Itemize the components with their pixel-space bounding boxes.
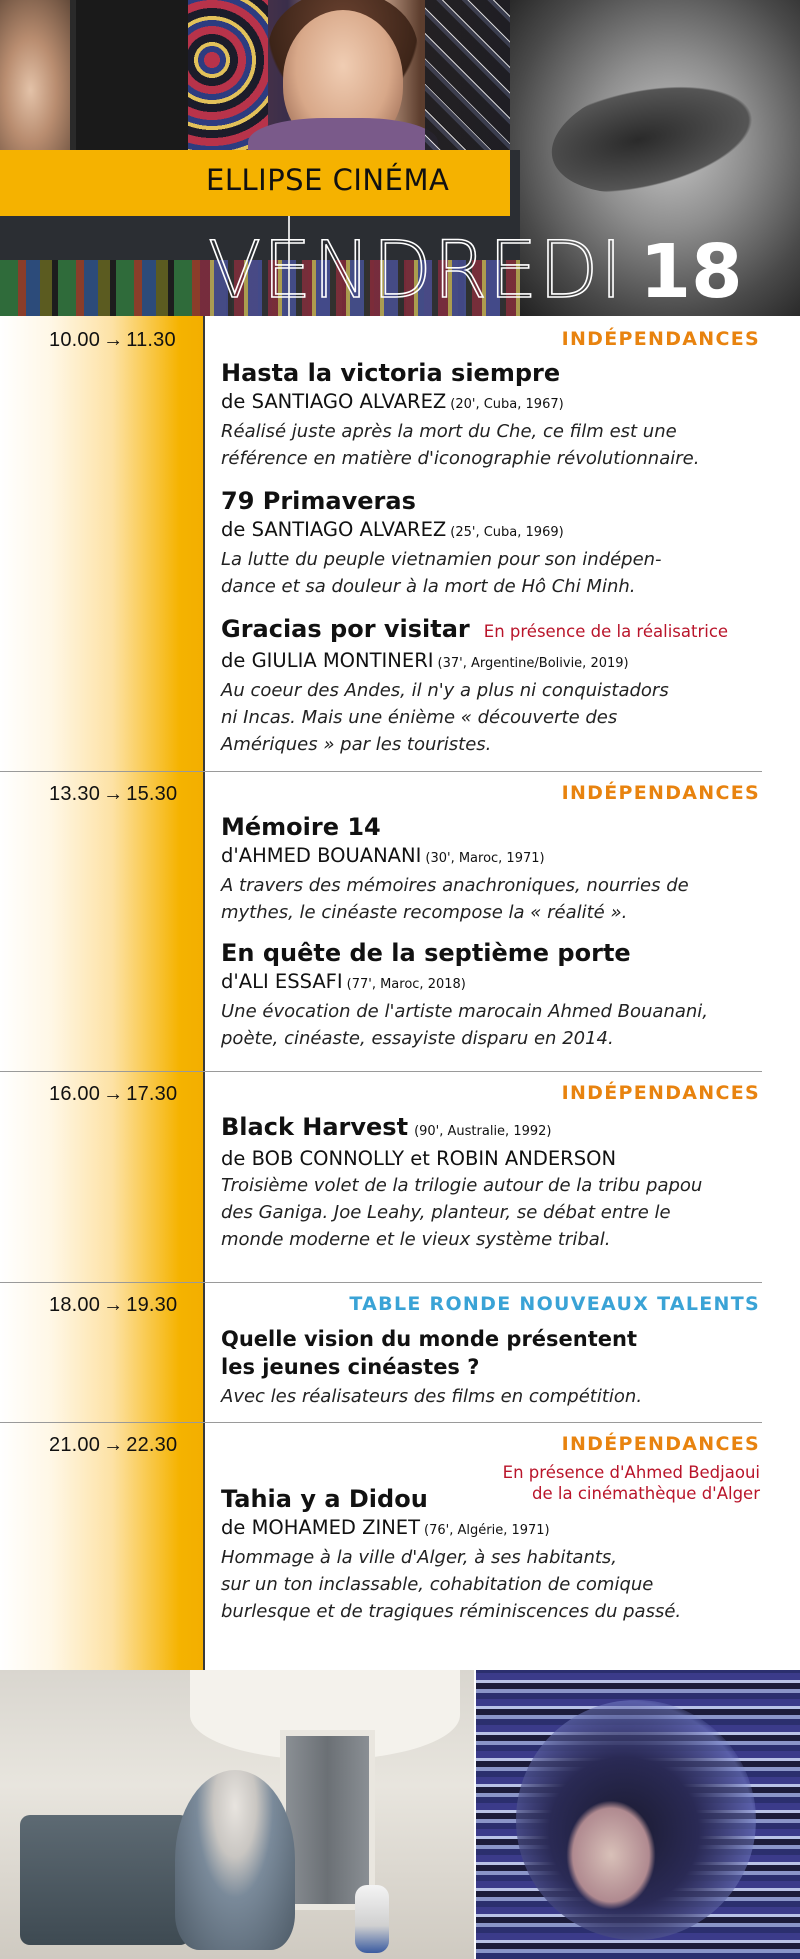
film-description: La lutte du peuple vietnamien pour son indépen- — [221, 549, 662, 570]
film-entry — [221, 486, 766, 600]
film-description: des Ganiga. Joe Leahy, planteur, se débat entre le — [221, 1202, 671, 1223]
slot-divider — [0, 1071, 762, 1072]
time-range: 18.00 → 19.30 — [49, 1294, 178, 1316]
film-credit: d'AHMED BOUANANI (30', Maroc, 1971) — [221, 844, 545, 867]
film-title: Gracias por visitar En présence de la réalisatrice — [221, 615, 729, 643]
film-description: sur un ton inclassable, cohabitation de comique — [221, 1574, 654, 1595]
film-meta: (76', Algérie, 1971) — [424, 1523, 550, 1538]
film-description: mythes, le cinéaste recompose la « réalité ». — [221, 902, 628, 923]
film-meta: (25', Cuba, 1969) — [450, 525, 564, 540]
header-banner — [0, 0, 800, 316]
gutter-divider — [203, 316, 205, 1670]
film-description: ni Incas. Mais une énième « découverte des — [221, 707, 618, 728]
photo-glitched-face — [476, 1670, 800, 1959]
slot-divider — [0, 1282, 762, 1283]
film-meta: (90', Australie, 1992) — [414, 1124, 552, 1139]
time-range: 16.00 → 17.30 — [49, 1083, 178, 1105]
film-title: 79 Primaveras — [221, 487, 416, 515]
film-description: dance et sa douleur à la mort de Hô Chi Minh. — [221, 576, 636, 597]
section-tag: INDÉPENDANCES — [561, 1082, 760, 1104]
film-credit: de MOHAMED ZINET (76', Algérie, 1971) — [221, 1516, 550, 1539]
arrow-right-icon: → — [103, 329, 124, 351]
film-description: Hommage à la ville d'Alger, à ses habitants, — [221, 1547, 618, 1568]
film-description: Amériques » par les touristes. — [221, 734, 492, 755]
film-meta: (37', Argentine/Bolivie, 2019) — [437, 656, 629, 671]
time-range: 10.00 → 11.30 — [49, 329, 176, 351]
film-title: Tahia y a Didou — [221, 1485, 428, 1513]
film-entry — [221, 358, 766, 472]
film-meta: (77', Maroc, 2018) — [346, 977, 466, 992]
film-title: Hasta la victoria siempre — [221, 359, 561, 387]
footer-photos — [0, 1670, 800, 1959]
film-description: Troisième volet de la trilogie autour de la tribu papou — [221, 1175, 703, 1196]
round-table-description: Avec les réalisateurs des films en compétition. — [221, 1386, 643, 1407]
film-entry — [221, 938, 766, 1052]
round-table-title: les jeunes cinéastes ? — [221, 1355, 480, 1379]
photo-woman-with-robot — [0, 1670, 474, 1959]
film-description: A travers des mémoires anachroniques, nourries de — [221, 875, 689, 896]
arrow-right-icon: → — [103, 1294, 124, 1316]
presence-note: En présence de la réalisatrice — [483, 622, 729, 641]
film-credit: de BOB CONNOLLY et ROBIN ANDERSON — [221, 1147, 617, 1170]
film-title: Mémoire 14 — [221, 813, 381, 841]
time-gutter — [0, 316, 204, 1670]
section-tag: INDÉPENDANCES — [561, 782, 760, 804]
section-tag: TABLE RONDE NOUVEAUX TALENTS — [349, 1293, 760, 1315]
film-description: Une évocation de l'artiste marocain Ahmed Bouanani, — [221, 1001, 709, 1022]
section-tag: INDÉPENDANCES — [561, 1433, 760, 1455]
film-description: Au coeur des Andes, il n'y a plus ni conquistadors — [221, 680, 669, 701]
day-title — [208, 226, 743, 316]
photo-woman-left — [0, 0, 76, 150]
day-word: VENDREDI — [208, 226, 624, 316]
arrow-right-icon: → — [103, 783, 124, 805]
round-table-entry — [221, 1325, 766, 1410]
time-range: 13.30 → 15.30 — [49, 783, 178, 805]
presence-note: En présence d'Ahmed Bedjaoui de la cinémathèque d'Alger — [502, 1463, 760, 1503]
slot-divider — [0, 771, 762, 772]
slot-divider — [0, 1422, 762, 1423]
film-description: poète, cinéaste, essayiste disparu en 2014. — [221, 1028, 614, 1049]
arrow-right-icon: → — [103, 1083, 124, 1105]
film-meta: (20', Cuba, 1967) — [450, 397, 564, 412]
section-tag: INDÉPENDANCES — [561, 328, 760, 350]
film-credit: de SANTIAGO ALVAREZ (25', Cuba, 1969) — [221, 518, 564, 541]
film-credit: de SANTIAGO ALVAREZ (20', Cuba, 1967) — [221, 390, 564, 413]
film-entry — [221, 1484, 766, 1625]
arrow-right-icon: → — [103, 1434, 124, 1456]
film-entry — [221, 812, 766, 926]
film-title: Black Harvest (90', Australie, 1992) — [221, 1113, 552, 1141]
film-description: monde moderne et le vieux système tribal. — [221, 1229, 611, 1250]
film-title: En quête de la septième porte — [221, 939, 631, 967]
photo-woman-speaking — [188, 0, 520, 150]
brand-title: ELLIPSE CINÉMA — [206, 163, 450, 197]
film-description: Réalisé juste après la mort du Che, ce film est une — [221, 421, 677, 442]
film-description: référence en matière d'iconographie révolutionnaire. — [221, 448, 700, 469]
film-entry — [221, 1112, 766, 1253]
time-range: 21.00 → 22.30 — [49, 1434, 178, 1456]
program-schedule — [0, 316, 800, 1670]
round-table-title: Quelle vision du monde présentent — [221, 1327, 638, 1351]
film-credit: d'ALI ESSAFI (77', Maroc, 2018) — [221, 970, 466, 993]
day-number: 18 — [639, 229, 743, 315]
film-meta: (30', Maroc, 1971) — [425, 851, 545, 866]
film-description: burlesque et de tragiques réminiscences du passé. — [221, 1601, 682, 1622]
film-entry — [221, 614, 766, 758]
film-credit: de GIULIA MONTINERI (37', Argentine/Bolivie, 2019) — [221, 649, 629, 672]
